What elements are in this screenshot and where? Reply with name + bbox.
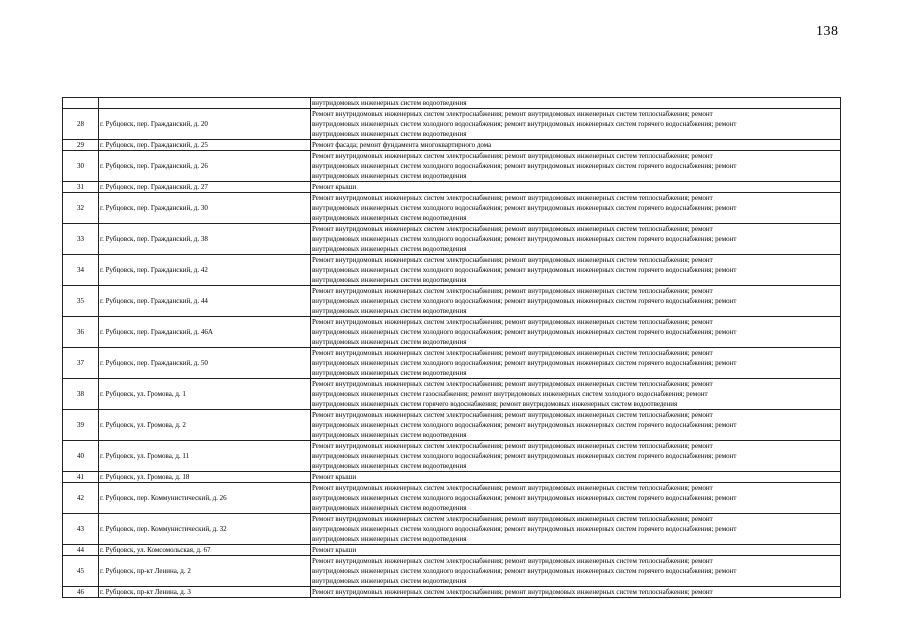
work-line: внутридомовых инженерных систем холодного водоснабжения; ремонт внутридомовых инженерных систем горячего водоснабжения; ремонт [312,297,737,305]
repair-works-table [62,97,841,598]
work-line: внутридомовых инженерных систем водоотведения [312,276,467,284]
work-line: Ремонт внутридомовых инженерных систем электроснабжения; ремонт внутридомовых инженерных систем теплоснабжения; ремонт [312,194,713,202]
row-number: 46 [63,587,99,598]
table-row [63,255,841,286]
work-line: внутридомовых инженерных систем водоотведения [312,130,467,138]
work-line: внутридомовых инженерных систем водоотведения [312,431,467,439]
row-number: 32 [63,193,99,224]
row-number: 42 [63,483,99,514]
work-line: внутридомовых инженерных систем холодного водоснабжения; ремонт внутридомовых инженерных систем горячего водоснабжения; ремонт [312,525,737,533]
work-line: Ремонт внутридомовых инженерных систем электроснабжения; ремонт внутридомовых инженерных систем теплоснабжения; ремонт [312,442,713,450]
row-address: г. Рубцовск, пер. Гражданский, д. 42 [99,255,311,286]
table-row [63,483,841,514]
work-line: внутридомовых инженерных систем водоотведения [312,535,467,543]
work-line: внутридомовых инженерных систем холодного водоснабжения; ремонт внутридомовых инженерных систем горячего водоснабжения; ремонт [312,421,737,429]
table-row [63,182,841,193]
row-number: 36 [63,317,99,348]
table-row [63,98,841,109]
work-line: Ремонт крыши [312,546,357,554]
row-work-description [311,514,841,545]
table-row [63,379,841,410]
row-address: г. Рубцовск, пер. Коммунистический, д. 32 [99,514,311,545]
work-line: Ремонт крыши [312,183,357,191]
row-address: г. Рубцовск, пер. Гражданский, д. 26 [99,151,311,182]
row-work-description [311,483,841,514]
work-line: внутридомовых инженерных систем холодного водоснабжения; ремонт внутридомовых инженерных систем горячего водоснабжения; ремонт [312,266,737,274]
table-row [63,109,841,140]
row-number: 28 [63,109,99,140]
row-address: г. Рубцовск, ул. Комсомольская, д. 67 [99,545,311,556]
work-line: внутридомовых инженерных систем холодного водоснабжения; ремонт внутридомовых инженерных систем горячего водоснабжения; ремонт [312,235,737,243]
work-line: внутридомовых инженерных систем водоотведения [312,99,467,107]
work-line: Ремонт фасада; ремонт фундамента многоквартирного дома [312,141,492,149]
table-row [63,140,841,151]
work-line: внутридомовых инженерных систем холодного водоснабжения; ремонт внутридомовых инженерных систем горячего водоснабжения; ремонт [312,162,737,170]
work-line: внутридомовых инженерных систем водоотведения [312,338,467,346]
table-body [63,98,841,598]
row-number: 37 [63,348,99,379]
work-line: внутридомовых инженерных систем водоотведения [312,577,467,585]
row-work-description [311,255,841,286]
row-number: 31 [63,182,99,193]
row-work-description [311,545,841,556]
row-address: г. Рубцовск, пр-кт Ленина, д. 2 [99,556,311,587]
work-line: Ремонт внутридомовых инженерных систем электроснабжения; ремонт внутридомовых инженерных систем теплоснабжения; ремонт [312,349,713,357]
work-line: Ремонт внутридомовых инженерных систем электроснабжения; ремонт внутридомовых инженерных систем теплоснабжения; ремонт [312,515,713,523]
row-address: г. Рубцовск, пер. Коммунистический, д. 26 [99,483,311,514]
work-line: внутридомовых инженерных систем холодного водоснабжения; ремонт внутридомовых инженерных систем горячего водоснабжения; ремонт [312,328,737,336]
work-line: Ремонт внутридомовых инженерных систем электроснабжения; ремонт внутридомовых инженерных систем теплоснабжения; ремонт [312,110,713,118]
work-line: Ремонт внутридомовых инженерных систем электроснабжения; ремонт внутридомовых инженерных систем теплоснабжения; ремонт [312,318,713,326]
row-address: г. Рубцовск, пер. Гражданский, д. 50 [99,348,311,379]
work-line: внутридомовых инженерных систем холодного водоснабжения; ремонт внутридомовых инженерных систем горячего водоснабжения; ремонт [312,204,737,212]
row-address [99,98,311,109]
table-row [63,151,841,182]
row-number: 43 [63,514,99,545]
row-address: г. Рубцовск, пер. Гражданский, д. 38 [99,224,311,255]
work-line: внутридомовых инженерных систем газоснабжения; ремонт внутридомовых инженерных систем холодного водоснабжения; ремонт [312,390,708,398]
row-work-description [311,441,841,472]
table-row [63,587,841,598]
work-line: внутридомовых инженерных систем водоотведения [312,504,467,512]
work-line: внутридомовых инженерных систем горячего водоснабжения; ремонт внутридомовых инженерных систем водоотведения [312,400,678,408]
table-row [63,193,841,224]
row-work-description [311,224,841,255]
row-number: 45 [63,556,99,587]
row-number: 34 [63,255,99,286]
page-number: 138 [816,24,839,39]
row-address: г. Рубцовск, пер. Гражданский, д. 27 [99,182,311,193]
work-line: Ремонт внутридомовых инженерных систем электроснабжения; ремонт внутридомовых инженерных систем теплоснабжения; ремонт [312,484,713,492]
row-number: 39 [63,410,99,441]
work-line: Ремонт внутридомовых инженерных систем электроснабжения; ремонт внутридомовых инженерных систем теплоснабжения; ремонт [312,256,713,264]
work-line: Ремонт внутридомовых инженерных систем электроснабжения; ремонт внутридомовых инженерных систем теплоснабжения; ремонт [312,380,713,388]
table-row [63,224,841,255]
work-line: внутридомовых инженерных систем холодного водоснабжения; ремонт внутридомовых инженерных систем горячего водоснабжения; ремонт [312,452,737,460]
row-address: г. Рубцовск, ул. Громова, д. 18 [99,472,311,483]
row-work-description [311,98,841,109]
table-row [63,286,841,317]
row-number: 33 [63,224,99,255]
work-line: внутридомовых инженерных систем водоотведения [312,214,467,222]
work-line: внутридомовых инженерных систем холодного водоснабжения; ремонт внутридомовых инженерных систем горячего водоснабжения; ремонт [312,567,737,575]
row-work-description [311,140,841,151]
work-line: Ремонт внутридомовых инженерных систем электроснабжения; ремонт внутридомовых инженерных систем теплоснабжения; ремонт [312,588,713,596]
work-line: Ремонт внутридомовых инженерных систем электроснабжения; ремонт внутридомовых инженерных систем теплоснабжения; ремонт [312,411,713,419]
row-address: г. Рубцовск, пер. Гражданский, д. 30 [99,193,311,224]
table-row [63,348,841,379]
row-work-description [311,410,841,441]
row-work-description [311,587,841,598]
row-number: 44 [63,545,99,556]
work-line: Ремонт внутридомовых инженерных систем электроснабжения; ремонт внутридомовых инженерных систем теплоснабжения; ремонт [312,225,713,233]
row-address: г. Рубцовск, пер. Гражданский, д. 20 [99,109,311,140]
row-work-description [311,317,841,348]
work-line: внутридомовых инженерных систем холодного водоснабжения; ремонт внутридомовых инженерных систем горячего водоснабжения; ремонт [312,494,737,502]
row-number [63,98,99,109]
work-line: Ремонт внутридомовых инженерных систем электроснабжения; ремонт внутридомовых инженерных систем теплоснабжения; ремонт [312,287,713,295]
row-work-description [311,109,841,140]
row-work-description [311,379,841,410]
row-address: г. Рубцовск, пер. Гражданский, д. 25 [99,140,311,151]
work-line: Ремонт крыши [312,473,357,481]
row-number: 40 [63,441,99,472]
row-number: 38 [63,379,99,410]
work-line: внутридомовых инженерных систем водоотведения [312,369,467,377]
table-row [63,514,841,545]
row-work-description [311,182,841,193]
row-address: г. Рубцовск, ул. Громова, д. 2 [99,410,311,441]
table-row [63,556,841,587]
row-work-description [311,472,841,483]
work-line: внутридомовых инженерных систем холодного водоснабжения; ремонт внутридомовых инженерных систем горячего водоснабжения; ремонт [312,120,737,128]
row-work-description [311,286,841,317]
row-work-description [311,151,841,182]
row-number: 41 [63,472,99,483]
table-row [63,472,841,483]
row-address: г. Рубцовск, ул. Громова, д. 1 [99,379,311,410]
work-line: внутридомовых инженерных систем водоотведения [312,462,467,470]
row-address: г. Рубцовск, пр-кт Ленина, д. 3 [99,587,311,598]
table-row [63,317,841,348]
row-work-description [311,193,841,224]
work-line: внутридомовых инженерных систем водоотведения [312,245,467,253]
row-work-description [311,348,841,379]
row-address: г. Рубцовск, пер. Гражданский, д. 44 [99,286,311,317]
row-number: 35 [63,286,99,317]
row-number: 29 [63,140,99,151]
work-line: внутридомовых инженерных систем водоотведения [312,172,467,180]
work-line: внутридомовых инженерных систем водоотведения [312,307,467,315]
row-work-description [311,556,841,587]
work-line: Ремонт внутридомовых инженерных систем электроснабжения; ремонт внутридомовых инженерных систем теплоснабжения; ремонт [312,152,713,160]
table-row [63,545,841,556]
row-address: г. Рубцовск, пер. Гражданский, д. 46А [99,317,311,348]
table-row [63,441,841,472]
row-address: г. Рубцовск, ул. Громова, д. 11 [99,441,311,472]
work-line: внутридомовых инженерных систем холодного водоснабжения; ремонт внутридомовых инженерных систем горячего водоснабжения; ремонт [312,359,737,367]
work-line: Ремонт внутридомовых инженерных систем электроснабжения; ремонт внутридомовых инженерных систем теплоснабжения; ремонт [312,557,713,565]
row-number: 30 [63,151,99,182]
table-row [63,410,841,441]
